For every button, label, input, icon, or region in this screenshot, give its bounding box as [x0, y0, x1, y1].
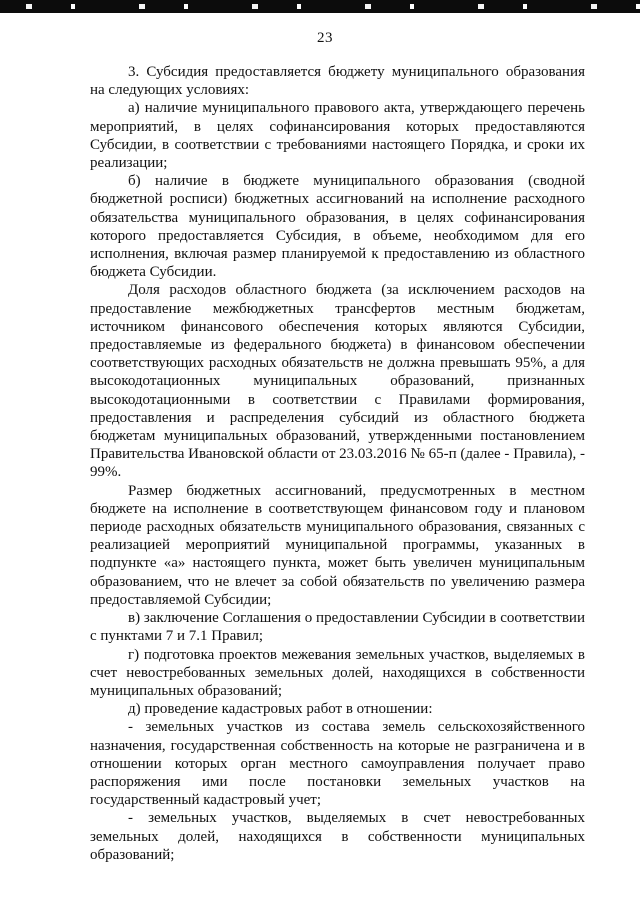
paragraph-condition-d: д) проведение кадастровых работ в отношении: — [128, 701, 433, 718]
paragraph-list-item-1: - земельных участков из состава земель сельскохозяйственного назначения, государственная собственность на которые не разграничена и в отношении которых орган местного самоуправления получает право распоряжения ими после постановки земельных участков на государственный кадастровый учет; — [90, 719, 585, 809]
paragraph-list-item-2: - земельных участков, выделяемых в счет невостребованных земельных долей, находящихся в собственности муниципальных образований; — [90, 810, 585, 863]
paragraph-condition-intro: 3. Субсидия предоставляется бюджету муниципального образования на следующих условиях: — [90, 64, 585, 99]
paragraph-budget-allocations: Размер бюджетных ассигнований, предусмотренных в местном бюджете на исполнение в соответствующем финансовом году и плановом периоде расходных обязательств муниципального образования, связанных с реализацией мероприятий муниципальной программы, указанных в подпункте «а» настоящего пункта, может быть увеличен муниципальным образованием, что не влечет за собой обязательств по увеличению размера предоставляемой Субсидии; — [90, 482, 585, 608]
paragraph-condition-v: в) заключение Соглашения о предоставлении Субсидии в соответствии с пунктами 7 и 7.1 Правил; — [90, 610, 585, 645]
page-number: 23 — [317, 30, 333, 46]
document-body — [90, 63, 585, 864]
paragraph-condition-a: а) наличие муниципального правового акта, утверждающего перечень мероприятий, в целях софинансирования которых предоставляются Субсидии, в соответствии с требованиями настоящего Порядка, и сроки их реализации; — [90, 100, 585, 172]
paragraph-condition-g: г) подготовка проектов межевания земельных участков, выделяемых в счет невостребованных земельных долей, находящихся в собственности муниципальных образований; — [90, 646, 585, 699]
paragraph-share-of-expenses: Доля расходов областного бюджета (за исключением расходов на предоставление межбюджетных трансфертов местным бюджетам, источником финансового обеспечения которых являются Субсидии, предоставляемые из федерального бюджета) в финансовом обеспечении соответствующих расходных обязательств не должна превышать 95%, а для высокодотационных муниципальных образований, признанных высокодотационными в соответствии с Правилами формирования, предоставления и распределения субсидий из областного бюджета бюджетам муниципальных образований, утвержденными постановлением Правительства Ивановской области от 23.03.2016 № 65-п (далее - Правила), - 99%. — [90, 282, 585, 481]
paragraph-condition-b: б) наличие в бюджете муниципального образования (сводной бюджетной росписи) бюджетных ассигнований на исполнение расходного обязательства муниципального образования, в целях софинансирования которого предоставляется Субсидия, в объеме, необходимом для его исполнения, включая размер планируемой к предоставлению из областного бюджета Субсидии. — [90, 173, 585, 281]
scan-edge-artifact — [0, 0, 640, 13]
